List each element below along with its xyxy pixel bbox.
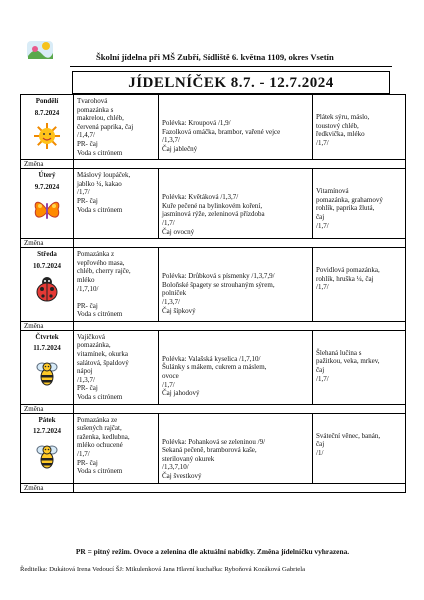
bee-icon (24, 440, 70, 470)
breakfast-cell: Tvarohová pomazánka s makrelou, chléb, červená paprika, čaj /1,4,7/ PR- čaj Voda s citrónem (74, 95, 159, 160)
day-cell (21, 330, 74, 404)
day-date: 11.7.2024 (33, 344, 61, 353)
day-row (21, 248, 406, 322)
day-cell (21, 248, 74, 322)
breakfast-cell: Vajíčková pomazánka, vitamínek, okurka salátová, špaldový nápoj /1,3,7/ PR- čaj Voda s citrónem (74, 330, 159, 404)
snack-cell: Šlehaná lučina s pažitkou, veka, mrkev, čaj /1,7/ (313, 330, 406, 404)
snack-cell: Povidlová pomazánka, rohlík, hruška ¼, čaj /1,7/ (313, 248, 406, 322)
school-name: Školní jídelna při MŠ Zubří, Sídliště 6. května 1109, okres Vsetín (96, 52, 334, 62)
staff-line: Ředitelka: Dukátová Irena Vedoucí ŠJ: Mikulenková Jana Hlavní kuchařka: Ryboňová Kozáková Gabriela (20, 566, 306, 573)
header-divider (70, 66, 392, 67)
butterfly-icon (24, 195, 70, 225)
change-cell (74, 160, 406, 169)
day-name: Pondělí (35, 97, 59, 105)
snack-cell: Sváteční věnec, banán, čaj /1/ (313, 413, 406, 483)
change-cell (74, 321, 406, 330)
day-date: 9.7.2024 (34, 182, 60, 191)
day-cell (21, 95, 74, 160)
day-name: Pátek (38, 415, 56, 424)
footnote: PR = pitný režim. Ovoce a zelenina dle aktuální nabídky. Změna jídelníčku vyhrazena. (75, 547, 350, 556)
day-name: Čtvrtek (35, 332, 59, 341)
lunch-cell: Polévka: Kroupová /1,9/ Fazolková omáčka, brambor, vařené vejce /1,3,7/ Čaj jablečný (159, 95, 313, 160)
menu-table (20, 94, 406, 493)
snack-cell: Plátek sýru, máslo, toustový chléb, ředkvička, mléko /1,7/ (313, 95, 406, 160)
snack-cell: Vitamínová pomazánka, grahamový rohlík, paprika žlutá, čaj /1,7/ (313, 169, 406, 239)
change-cell (74, 483, 406, 492)
lunch-cell: Polévka: Pohanková se zeleninou /9/ Sekaná pečeně, bramborová kaše, sterilovaný okurek /1,3,7,10/ Čaj švestkový (159, 413, 313, 483)
day-name: Úterý (38, 171, 56, 180)
day-date: 8.7.2024 (34, 108, 60, 117)
change-row (21, 321, 406, 330)
lunch-cell: Polévka: Drůbková s písmenky /1,3,7,9/ Boloňské špagety se strouhaným sýrem, polníček /1,3,7/ Čaj šípkový (159, 248, 313, 322)
change-label: Změna (21, 239, 74, 248)
bee-icon (24, 357, 70, 387)
change-row (21, 160, 406, 169)
day-row (21, 413, 406, 483)
sun-icon (24, 121, 70, 151)
ladybug-icon (24, 274, 70, 304)
day-cell (21, 169, 74, 239)
change-cell (74, 404, 406, 413)
day-date: 12.7.2024 (33, 427, 61, 436)
day-row (21, 330, 406, 404)
school-logo (26, 38, 54, 62)
day-row (21, 95, 406, 160)
lunch-cell: Polévka: Valašská kyselica /1,7,10/ Šulánky s mákem, cukrem a máslem, ovoce /1,7/ Čaj jahodový (159, 330, 313, 404)
breakfast-cell: Pomazánka z vepřového masa, chléb, cherry rajče, mléko /1,7,10/ PR- čaj Voda s citrónem (74, 248, 159, 322)
change-label: Změna (21, 321, 74, 330)
day-cell (21, 413, 74, 483)
lunch-cell: Polévka: Květáková /1,3,7/ Kuře pečené na bylinkovém koření, jasmínová rýže, zeleninová přízdoba /1,7/ Čaj ovocný (159, 169, 313, 239)
day-name: Středa (37, 250, 57, 259)
change-row (21, 404, 406, 413)
menu-title: JÍDELNÍČEK 8.7. - 12.7.2024 (72, 71, 390, 94)
day-date: 10.7.2024 (33, 261, 61, 270)
change-row (21, 239, 406, 248)
day-row (21, 169, 406, 239)
breakfast-cell: Máslový loupáček, jablko ¼, kakao /1,7/ PR- čaj Voda s citrónem (74, 169, 159, 239)
change-cell (74, 239, 406, 248)
change-label: Změna (21, 483, 74, 492)
change-row (21, 483, 406, 492)
breakfast-cell: Pomazánka ze sušených rajčat, raženka, kedlubna, mléko ochucené /1,7/ PR- čaj Voda s citrónem (74, 413, 159, 483)
change-label: Změna (21, 160, 74, 169)
change-label: Změna (21, 404, 74, 413)
